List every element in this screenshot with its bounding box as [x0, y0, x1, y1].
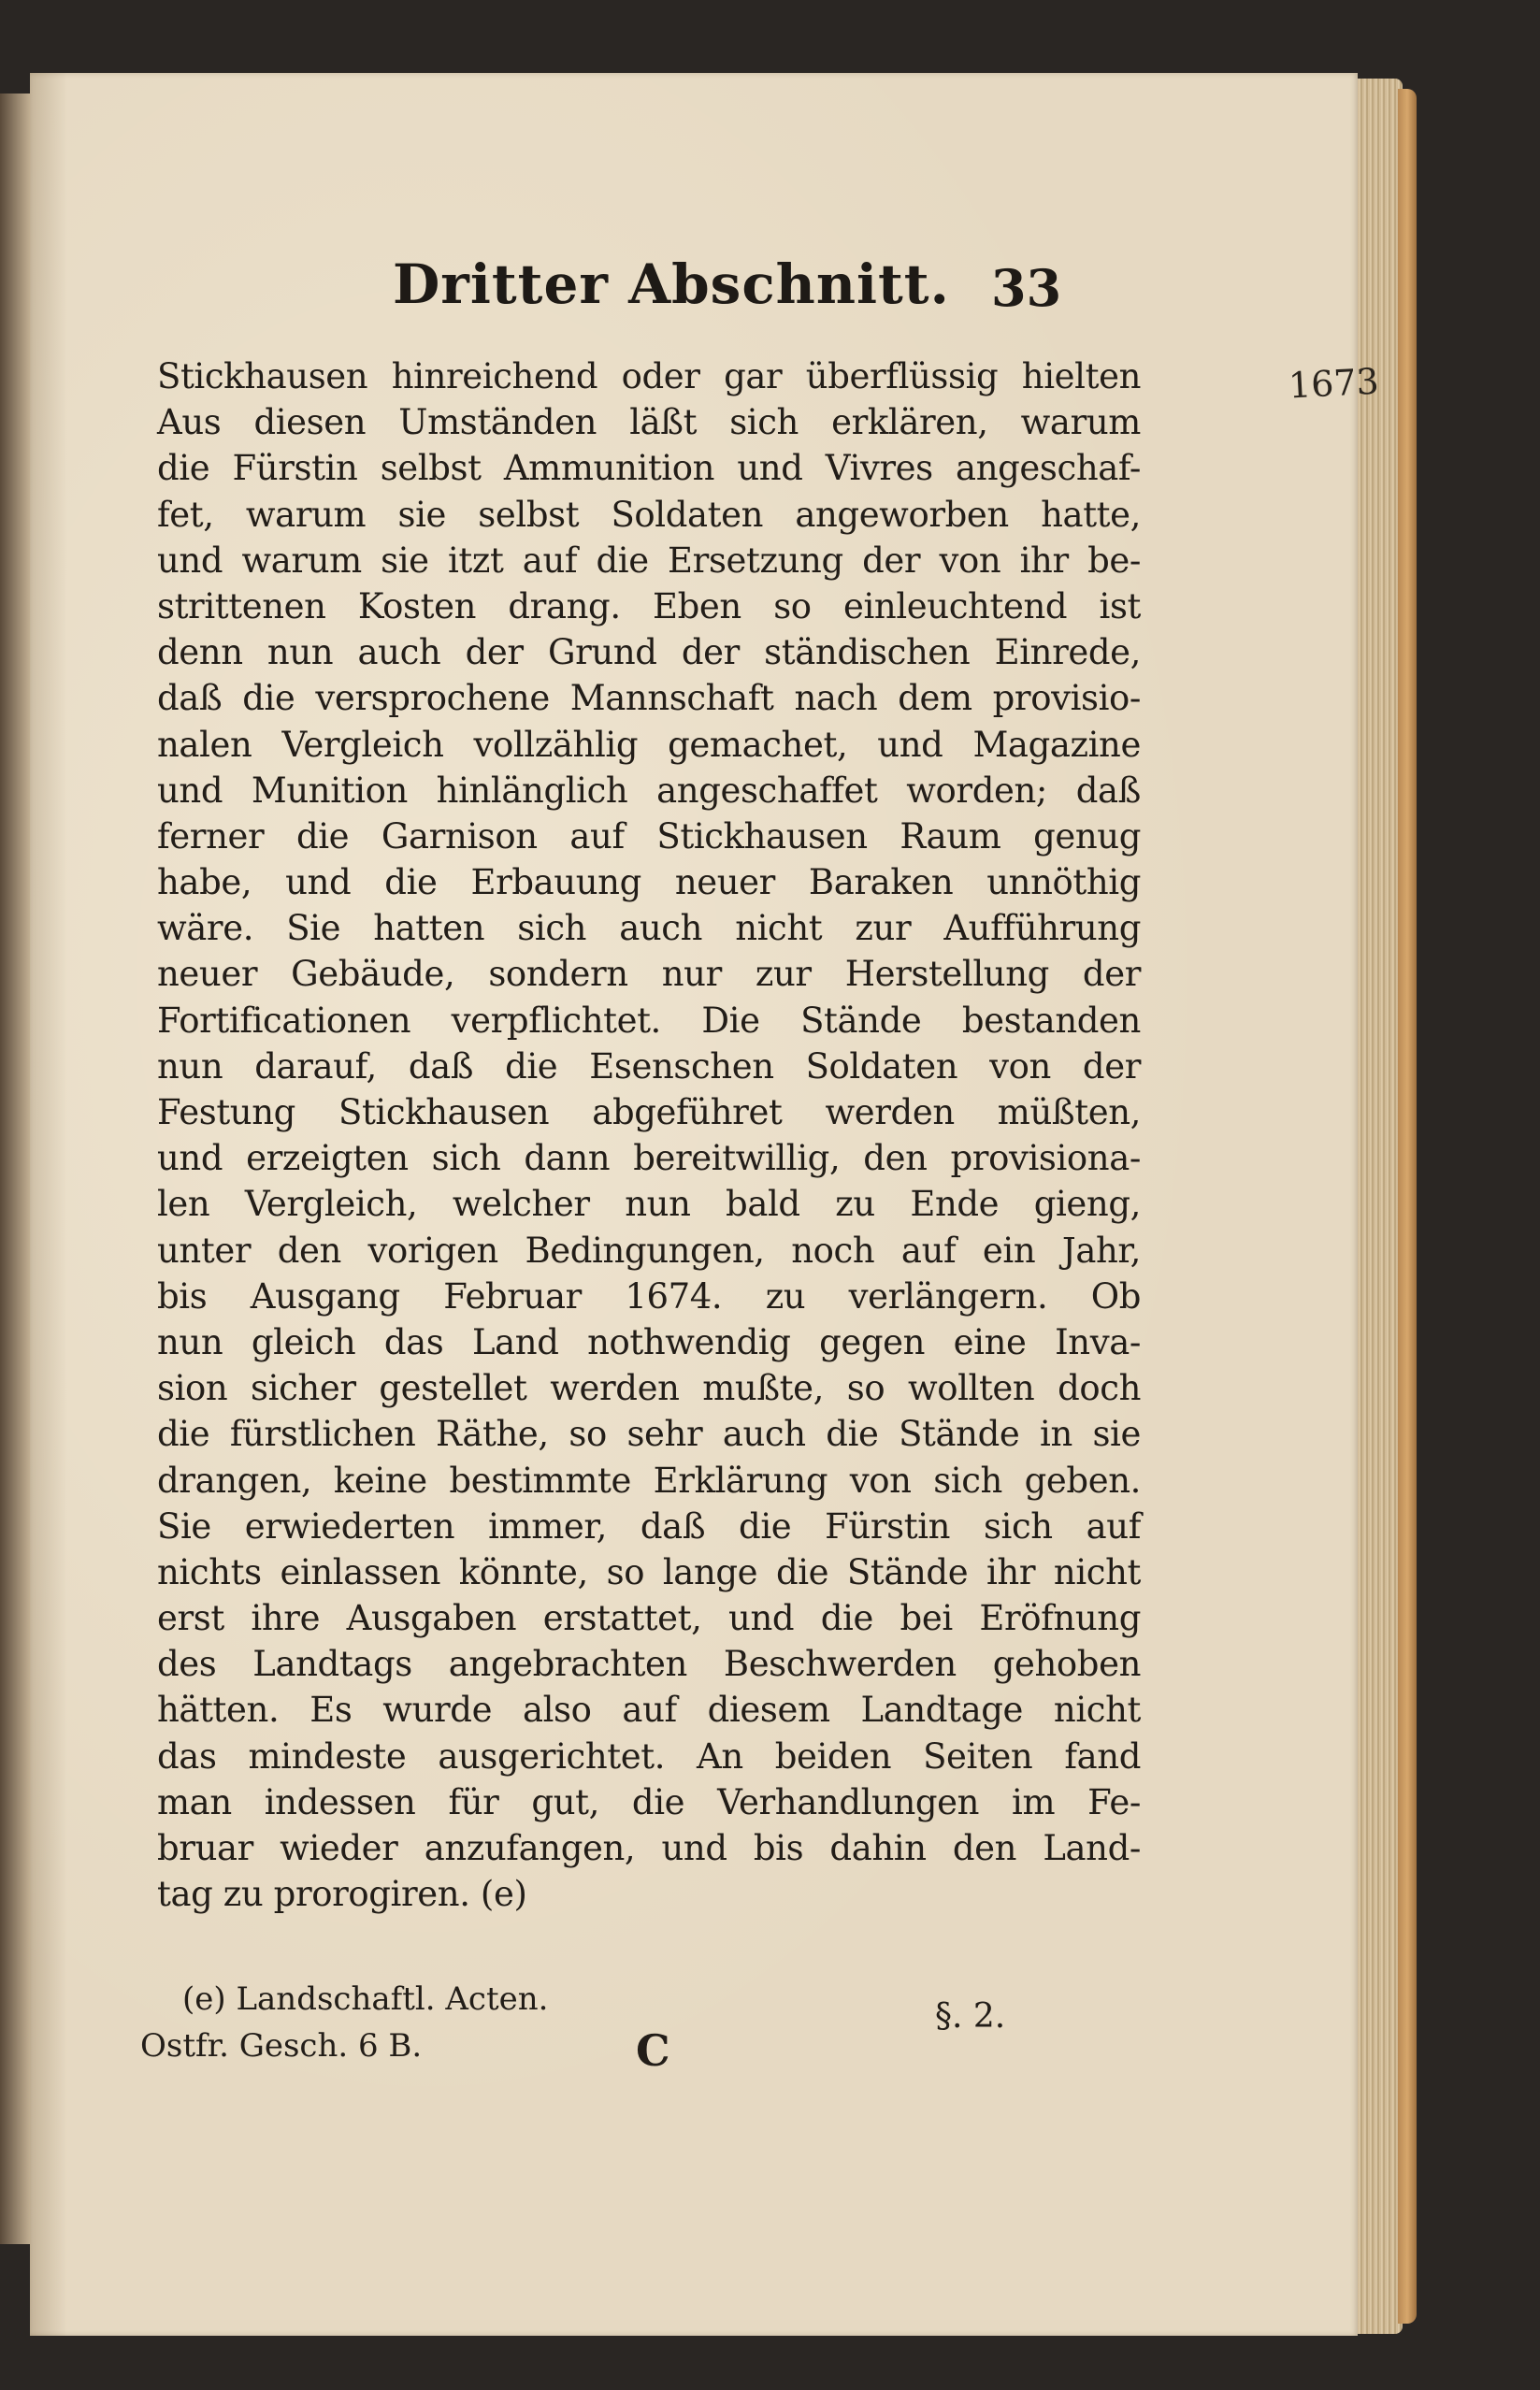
- text-line: neuer Gebäude, sondern nur zur Herstellung der: [157, 954, 1141, 995]
- text-line: nichts einlassen könnte, so lange die Stände ihr nicht: [157, 1551, 1141, 1592]
- text-line: Festung Stickhausen abgeführet werden müßten,: [157, 1092, 1141, 1132]
- text-line: nun gleich das Land nothwendig gegen eine Inva-: [157, 1321, 1141, 1362]
- catchword: §. 2.: [935, 1997, 1006, 2036]
- text-line: Fortificationen verpflichtet. Die Stände bestanden: [157, 1000, 1141, 1041]
- text-line: und Munition hinlänglich angeschaffet worden; daß: [157, 770, 1141, 811]
- text-line: len Vergleich, welcher nun bald zu Ende gieng,: [157, 1184, 1141, 1225]
- text-line: drangen, keine bestimmte Erklärung von sich geben.: [157, 1460, 1141, 1501]
- text-line: und warum sie itzt auf die Ersetzung der von ihr be-: [157, 540, 1141, 581]
- text-line: erst ihre Ausgaben erstattet, und die bei Eröfnung: [157, 1598, 1141, 1639]
- text-line: sion sicher gestellet werden mußte, so wollten doch: [157, 1368, 1141, 1409]
- text-line: bruar wieder anzufangen, und bis dahin den Land-: [157, 1828, 1141, 1868]
- text-line: unter den vorigen Bedingungen, noch auf ein Jahr,: [157, 1230, 1141, 1271]
- text-line: Sie erwiederten immer, daß die Fürstin sich auf: [157, 1505, 1141, 1547]
- text-line: die Fürstin selbst Ammunition und Vivres angeschaf-: [157, 448, 1141, 489]
- text-line: fet, warum sie selbst Soldaten angeworben hatte,: [157, 494, 1141, 535]
- text-line: ferner die Garnison auf Stickhausen Raum genug: [157, 815, 1141, 857]
- text-line: Stickhausen hinreichend oder gar überflüssig hielten: [157, 356, 1141, 396]
- text-line: nalen Vergleich vollzählig gemachet, und Magazine: [157, 724, 1141, 765]
- margin-year-note: 1673: [1287, 360, 1380, 407]
- signature-line: Ostfr. Gesch. 6 B.: [140, 2027, 423, 2065]
- text-line: strittenen Kosten drang. Eben so einleuchtend ist: [157, 585, 1141, 626]
- text-line: tag zu prorogiren. (e): [157, 1874, 527, 1915]
- text-line: des Landtags angebrachten Beschwerden gehoben: [157, 1644, 1141, 1685]
- text-line: denn nun auch der Grund der ständischen Einrede,: [157, 632, 1141, 673]
- text-line: habe, und die Erbauung neuer Baraken unnöthig: [157, 862, 1141, 903]
- text-line: die fürstlichen Räthe, so sehr auch die Stände in sie: [157, 1414, 1141, 1455]
- text-line: bis Ausgang Februar 1674. zu verlängern. Ob: [157, 1275, 1141, 1317]
- page-header: [150, 252, 1328, 327]
- text-line: nun darauf, daß die Esenschen Soldaten von der: [157, 1045, 1141, 1087]
- signature-mark: C: [636, 2025, 670, 2076]
- page-number: 33: [991, 258, 1062, 318]
- book-cover-edge: [1398, 89, 1417, 2324]
- text-line: Aus diesen Umständen läßt sich erklären, warum: [157, 402, 1141, 443]
- text-line: hätten. Es wurde also auf diesem Landtage nicht: [157, 1690, 1141, 1731]
- text-line: das mindeste ausgerichtet. An beiden Seiten fand: [157, 1735, 1141, 1777]
- text-line: daß die versprochene Mannschaft nach dem provisio-: [157, 678, 1141, 719]
- text-line: man indessen für gut, die Verhandlungen im Fe-: [157, 1781, 1141, 1822]
- body-text: [157, 353, 1141, 1917]
- footnote: (e) Landschaftl. Acten.: [182, 1980, 549, 2018]
- text-line: wäre. Sie hatten sich auch nicht zur Aufführung: [157, 908, 1141, 949]
- running-title: Dritter Abschnitt.: [393, 252, 950, 316]
- text-line: und erzeigten sich dann bereitwillig, den provisiona-: [157, 1138, 1141, 1179]
